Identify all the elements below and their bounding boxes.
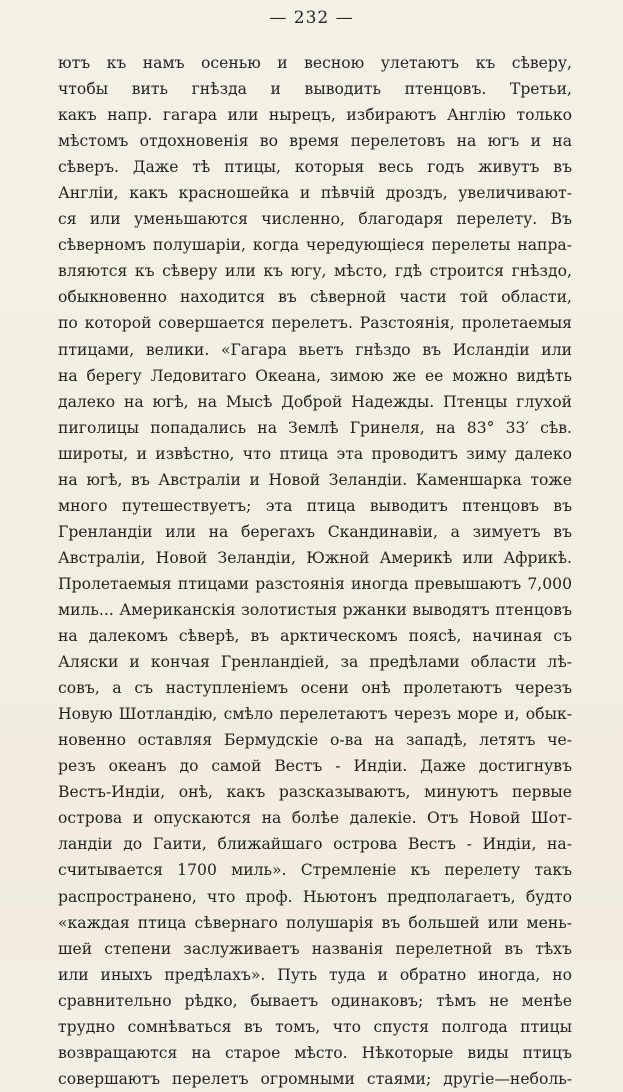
text-line: Англіи, какъ красношейка и пѣвчій дроздъ, увеличивают- bbox=[58, 184, 572, 203]
text-line: вляются къ сѣверу или къ югу, мѣсто, гдѣ строится гнѣздо, bbox=[58, 262, 572, 281]
text-line: «каждая птица сѣвернаго полушарія въ большей или мень- bbox=[58, 913, 572, 932]
text-line: чтобы вить гнѣзда и выводить птенцовъ. Третьи, bbox=[58, 80, 572, 99]
text-line: на югѣ, въ Австраліи и Новой Зеландіи. Каменшарка тоже bbox=[58, 470, 572, 489]
text-line: или иныхъ предѣлахъ». Путь туда и обратно иногда, но bbox=[58, 965, 572, 984]
text-line: много путешествуетъ; эта птица выводитъ птенцовъ въ bbox=[58, 496, 572, 515]
text-line: сѣверномъ полушаріи, когда чередующіеся перелеты напра- bbox=[58, 236, 572, 255]
body-text bbox=[58, 50, 572, 1092]
text-line: распространено, что проф. Ньютонъ предполагаетъ, будто bbox=[58, 887, 572, 906]
text-line: Австраліи, Новой Зеландіи, Южной Америкѣ или Африкѣ. bbox=[58, 548, 572, 567]
text-line: совершаютъ перелетъ огромными стаями; другіе—неболь- bbox=[58, 1069, 572, 1088]
text-line: шей степени заслуживаетъ названія перелетной въ тѣхъ bbox=[58, 939, 572, 958]
text-line: Пролетаемыя птицами разстоянія иногда превышаютъ 7,000 bbox=[58, 574, 572, 593]
text-line: ютъ къ намъ осенью и весною улетаютъ къ сѣверу, bbox=[58, 54, 572, 72]
text-line: возвращаются на старое мѣсто. Нѣкоторые виды птицъ bbox=[58, 1043, 572, 1062]
text-line: совъ, а съ наступленіемъ осени онѣ пролетаютъ черезъ bbox=[58, 679, 572, 698]
text-line: пиголицы попадались на Землѣ Гринеля, на 83° 33′ сѣв. bbox=[58, 418, 572, 437]
text-line: обыкновенно находится въ сѣверной части той области, bbox=[58, 288, 572, 307]
text-line: какъ напр. гагара или нырецъ, избираютъ Англію только bbox=[58, 106, 572, 125]
text-line: широты, и извѣстно, что птица эта проводитъ зиму далеко bbox=[58, 444, 572, 463]
text-line: Вестъ-Индіи, онѣ, какъ разсказываютъ, минуютъ первые bbox=[58, 783, 572, 802]
text-line: резъ океанъ до самой Вестъ - Индіи. Даже достигнувъ bbox=[58, 757, 572, 776]
page-number: — 232 — bbox=[269, 8, 354, 28]
text-line: новенно оставляя Бермудскіе о-ва на западѣ, летятъ че- bbox=[58, 731, 572, 750]
text-line: миль... Американскія золотистыя ржанки выводятъ птенцовъ bbox=[58, 600, 572, 619]
text-line: далеко на югѣ, на Мысѣ Доброй Надежды. Птенцы глухой bbox=[58, 392, 572, 411]
text-line: мѣстомъ отдохновенія во время перелетовъ на югъ и на bbox=[58, 132, 572, 151]
text-line: Аляски и кончая Гренландіей, за предѣлами области лѣ- bbox=[58, 653, 572, 672]
text-line: ся или уменьшаются численно, благодаря перелету. Въ bbox=[58, 210, 572, 229]
text-line: ландіи до Гаити, ближайшаго острова Вестъ - Индіи, на- bbox=[58, 835, 572, 854]
text-line: сравнительно рѣдко, бываетъ одинаковъ; тѣмъ не менѣе bbox=[58, 991, 572, 1010]
text-line: на берегу Ледовитаго Океана, зимою же ее можно видѣть bbox=[58, 366, 572, 385]
text-line: птицами, велики. «Гагара вьетъ гнѣздо въ Исландіи или bbox=[58, 340, 572, 359]
text-line: трудно сомнѣваться въ томъ, что спустя полгода птицы bbox=[58, 1017, 572, 1036]
text-line: считывается 1700 миль». Стремленіе къ перелету такъ bbox=[58, 861, 572, 880]
text-line: на далекомъ сѣверѣ, въ арктическомъ поясѣ, начиная съ bbox=[58, 627, 572, 646]
text-line: сѣверъ. Даже тѣ птицы, которыя весь годъ живутъ въ bbox=[58, 158, 572, 177]
text-line: по которой совершается перелетъ. Разстоянія, пролетаемыя bbox=[58, 314, 572, 333]
text-line: Новую Шотландію, смѣло перелетаютъ черезъ море и, обык- bbox=[58, 705, 572, 724]
text-line: Гренландіи или на берегахъ Скандинавіи, а зимуетъ въ bbox=[58, 522, 572, 541]
text-line: острова и опускаются на болѣе далекіе. Отъ Новой Шот- bbox=[58, 809, 572, 828]
